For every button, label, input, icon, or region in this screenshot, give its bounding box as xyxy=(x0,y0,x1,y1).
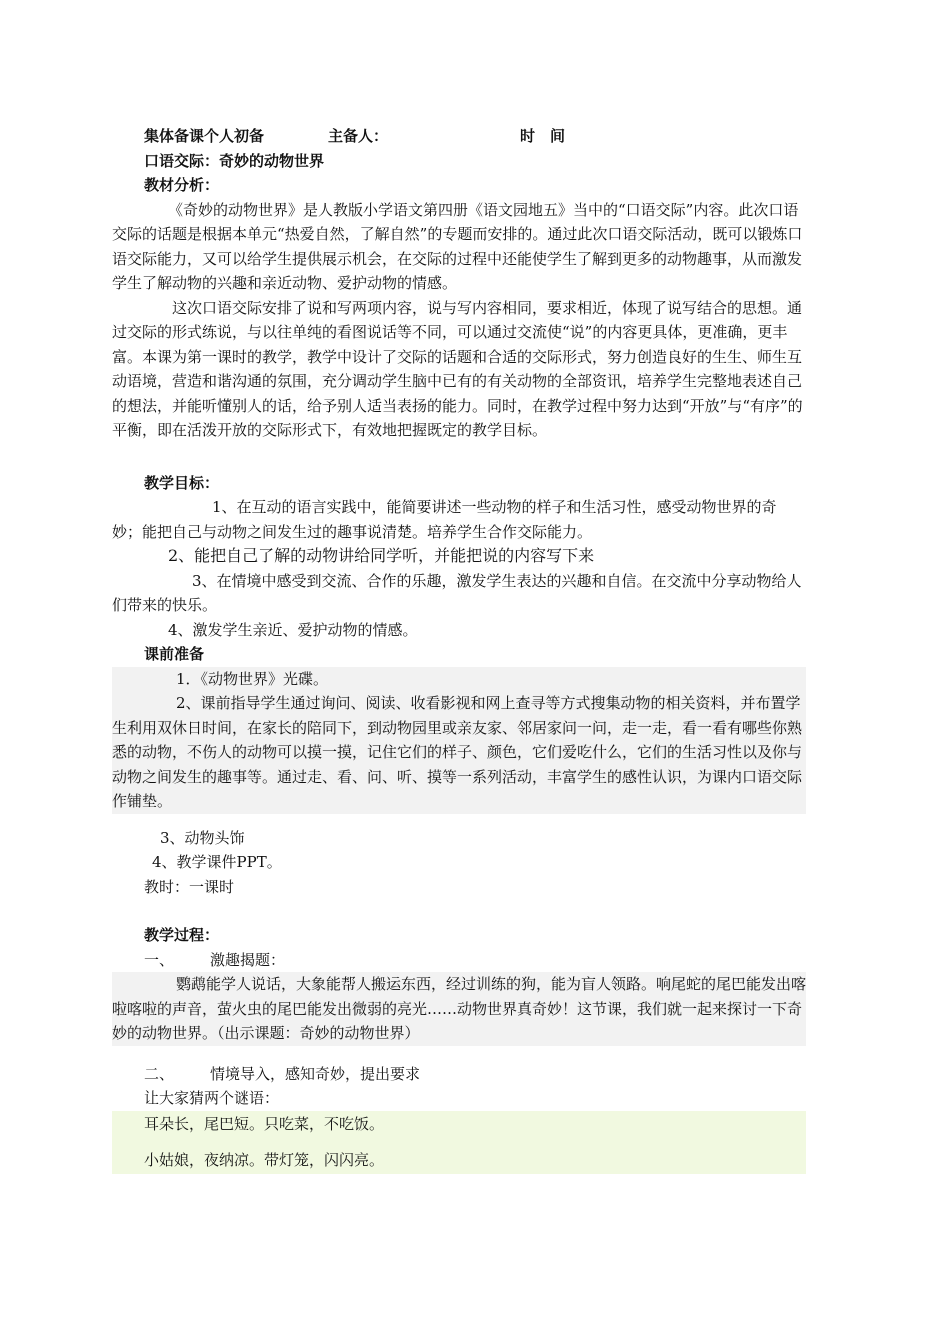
spacer xyxy=(112,1046,806,1062)
section-1-title xyxy=(144,948,806,973)
goal-2: 2、能把自己了解的动物讲给同学听，并能把说的内容写下来 xyxy=(168,546,595,565)
analysis-paragraph-1: 《奇妙的动物世界》是人教版小学语文第四册《语文园地五》当中的“口语交际”内容。此次口语交际的话题是根据本单元“热爱自然，了解自然”的专题而安排的。通过此次口语交际活动，既可以锻炼口语交际能力，又可以给学生提供展示机会，在交际的过程中还能使学生了解到更多的动物趣事，从而激发学生了解动物的兴趣和亲近动物、爱护动物的情感。 xyxy=(112,200,803,292)
prep-shaded-block xyxy=(112,667,806,814)
analysis-paragraph-2: 这次口语交际安排了说和写两项内容，说与写内容相同，要求相近，体现了说写结合的思想。通过交际的形式练说，与以往单纯的看图说话等不同，可以通过交流使“说”的内容更具体，更准确，更丰富。本课为第一课时的教学，教学中设计了交际的话题和合适的交际形式，努力创造良好的生生、师生互动语境，营造和谐沟通的氛围，充分调动学生脑中已有的有关动物的全部资讯，培养学生完整地表述自己的想法，并能听懂别人的话，给予别人适当表扬的能力。同时，在教学过程中努力达到“开放”与“有序”的平衡，即在活泼开放的交际形式下，有效地把握既定的教学目标。 xyxy=(112,298,803,439)
section-2-label: 情境导入，感知奇妙，提出要求 xyxy=(210,1064,421,1083)
riddle-2: 小姑娘，夜纳凉。带灯笼，闪闪亮。 xyxy=(144,1151,385,1169)
riddle-block xyxy=(112,1111,806,1174)
spacer xyxy=(112,899,806,923)
header-line xyxy=(144,124,806,149)
prep-item-2: 2、课前指导学生通过询问、阅读、收看影视和网上查寻等方式搜集动物的相关资料，并布置学生利用双休日时间，在家长的陪同下，到动物园里或亲友家、邻居家问一问，走一走，看一看有哪些你熟悉的动物，不伤人的动物可以摸一摸，记住它们的样子、颜色，它们爱吃什么，它们的生活习性以及你与动物之间发生的趣事等。通过走、看、问、听、摸等一系列活动，丰富学生的感性认识，为课内口语交际作铺垫。 xyxy=(112,694,803,810)
spacer xyxy=(144,1137,806,1147)
riddle-intro: 让大家猜两个谜语： xyxy=(144,1089,280,1107)
prep-item-3: 3、动物头饰 xyxy=(160,828,245,847)
goal-4: 4、激发学生亲近、爱护动物的情感。 xyxy=(168,620,418,639)
lesson-title: 口语交际：奇妙的动物世界 xyxy=(144,151,325,170)
process-heading: 教学过程： xyxy=(144,926,220,944)
time-label: 时 间 xyxy=(520,127,566,145)
section-2-title xyxy=(144,1062,806,1087)
lesson-time: 教时：一课时 xyxy=(144,877,235,896)
spacer xyxy=(112,443,806,467)
host-label: 主备人： xyxy=(328,127,389,145)
riddle-1: 耳朵长，尾巴短。只吃菜，不吃饭。 xyxy=(144,1114,385,1133)
prep-item-1: 1．《动物世界》光碟。 xyxy=(176,669,329,688)
prep-item-4: 4、教学课件PPT。 xyxy=(152,853,282,871)
section-1-body: 鹦鹉能学人说话，大象能帮人搬运东西，经过训练的狗，能为盲人领路。响尾蛇的尾巴能发出喀啦喀啦的声音，萤火虫的尾巴能发出微弱的亮光……动物世界真奇妙！这节课，我们就一起来探讨一下奇妙的动物世界。（出示课题：奇妙的动物世界） xyxy=(112,975,807,1042)
document-body xyxy=(112,124,806,1174)
section-1-shaded-block xyxy=(112,972,806,1046)
spacer xyxy=(112,814,806,826)
goal-3: 3、在情境中感受到交流、合作的乐趣，激发学生表达的兴趣和自信。在交流中分享动物给人们带来的快乐。 xyxy=(112,571,802,614)
section-1-number: 一、 xyxy=(144,950,175,969)
goals-heading: 教学目标： xyxy=(144,473,220,492)
prep-heading: 课前准备 xyxy=(144,645,205,663)
section-1-label: 激趣揭题： xyxy=(210,950,286,969)
analysis-heading: 教材分析： xyxy=(144,176,220,194)
section-2-number: 二、 xyxy=(144,1064,175,1083)
header-left: 集体备课个人初备 xyxy=(144,127,265,145)
goal-1: 1、在互动的语言实践中，能简要讲述一些动物的样子和生活习性，感受动物世界的奇妙；能把自己与动物之间发生过的趣事说清楚。培养学生合作交际能力。 xyxy=(112,498,777,541)
